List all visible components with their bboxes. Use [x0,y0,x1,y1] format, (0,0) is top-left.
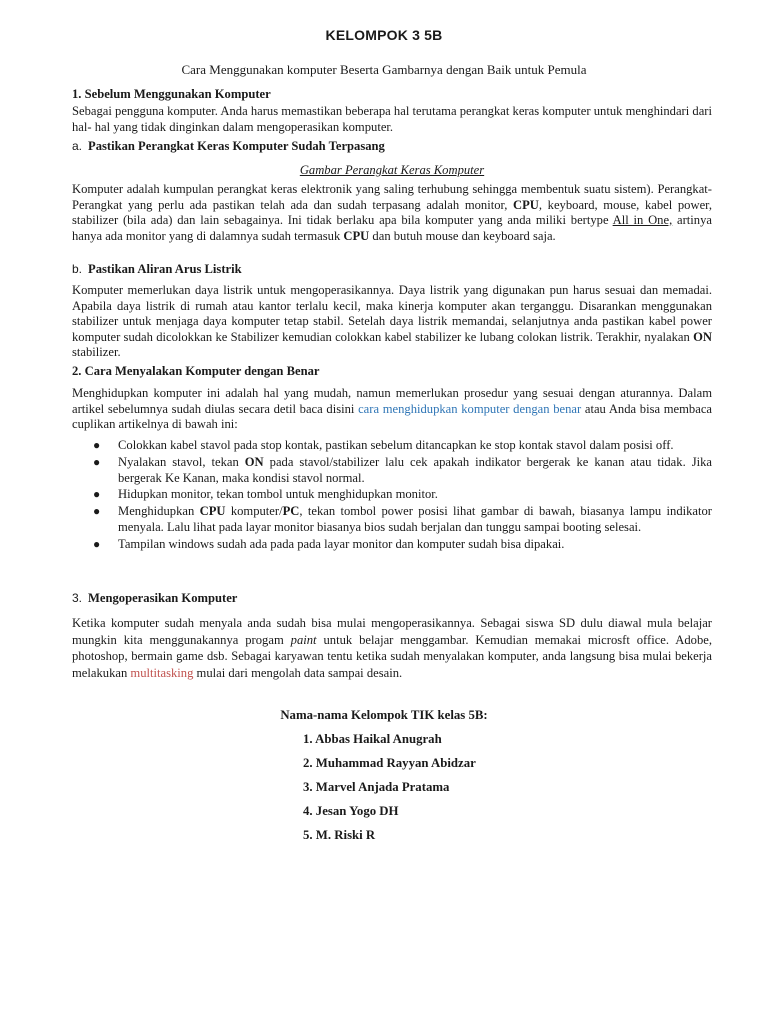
bullet-icon: ● [93,438,101,452]
text-underline: All in One, [612,213,673,227]
text-run: Tampilan windows sudah ada pada pada layar monitor dan komputer sudah bisa dipakai. [118,536,565,551]
bullet-icon: ● [93,536,101,551]
text-run: Komputer adalah kumpulan perangkat keras elektronik yang saling terhubung sehingga membentuk suatu sistem). Perangkat- Perangkat yang perlu ada pastikan telah ada dan sudah terpasang adalah monitor, [72,182,712,212]
text-run: Menghidupkan komputer ini adalah hal yang mudah, namun memerlukan prosedur yang sesuai dengan aturannya. Dalam artikel sebelumnya sudah diulas secara detil baca disini [72,386,712,416]
text-run: dan butuh mouse dan keyboard saja. [369,228,556,243]
text-bold: CPU [199,504,226,519]
section-b-label: b. [72,262,83,276]
text-bold: CPU [343,228,370,243]
list-item [90,504,712,536]
section-1-heading: 1. Sebelum Menggunakan Komputer [72,87,271,101]
steps-list [90,438,712,554]
text-run: Colokkan kabel stavol pada stop kontak, pastikan sebelum ditancapkan ke stop kontak stavol dalam posisi off. [118,438,674,452]
section-2-heading: 2. Cara Menyalakan Komputer dengan Benar [72,364,320,378]
text-run: Hidupkan monitor, tekan tombol untuk menghidupkan monitor. [118,487,438,502]
text-run: pada stavol/stabilizer lalu cek apakah indikator bergerak ke kanan atau tidak. Jika bergerak Ke Kanan, maka kondisi stavol normal. [118,454,713,485]
section-3-heading [72,591,712,607]
member-item: 2. Muhammad Rayyan Abidzar [303,756,476,770]
bullet-icon: ● [93,504,101,519]
member-item: 3. Marvel Anjada Pratama [303,780,450,794]
group-heading: Nama-nama Kelompok TIK kelas 5B: [280,708,488,722]
document-subtitle: Cara Menggunakan komputer Beserta Gambarnya dengan Baik untuk Pemula [181,62,587,77]
section-a-paragraph [72,182,712,244]
section-3-paragraph [72,615,712,681]
page-title: KELOMPOK 3 5B [325,27,443,43]
member-item: 5. M. Riski R [303,828,376,842]
text-bold: ON [244,454,264,469]
text-highlight: multitasking [130,665,194,680]
section-b-paragraph [72,283,712,361]
text-run: stabilizer. [72,345,121,359]
bullet-icon: ● [93,454,101,469]
list-item [90,537,712,553]
text-run: untuk belajar menggambar. Kemudian memakai microsft office. Adobe, photoshop, bermain game dsb. Sebagai karyawan tentu ketika sudah menyalakan komputer, anda langsung bisa mulai bekerja melakukan [72,632,712,680]
section-a-title: Pastikan Perangkat Keras Komputer Sudah Terpasang [88,139,385,153]
text-bold: PC [282,504,300,519]
article-link[interactable]: cara menghidupkan komputer dengan benar [358,401,582,416]
section-b-title: Pastikan Aliran Arus Listrik [88,262,242,276]
section-a-heading [72,139,712,155]
text-run: artinya hanya ada monitor yang di dalamnya sudah termasuk [72,213,712,243]
text-run: atau Anda bisa membaca cuplikan artikelnya di bawah ini: [72,401,712,431]
bullet-icon: ● [93,487,101,502]
figure-caption: Gambar Perangkat Keras Komputer [299,163,485,177]
list-item [90,487,712,503]
section-a-label: a. [72,139,83,153]
text-run: mulai dari mengolah data sampai desain. [193,665,403,680]
list-item [90,438,712,454]
text-run: , keyboard, mouse, kabel power, stabilizer (bila ada) dan lain sebagainya. Ini tidak berlaku apa bila komputer yang anda miliki bertype [72,197,713,227]
text-run: Nyalakan stavol, tekan [118,454,245,469]
text-bold: CPU [512,197,539,212]
text-italic: paint [290,632,317,647]
section-1-paragraph: Sebagai pengguna komputer. Anda harus memastikan beberapa hal terutama perangkat keras komputer untuk menghindari dari hal- hal yang tidak dinginkan dalam mengoperasikan komputer. [72,104,712,134]
section-3-title: Mengoperasikan Komputer [88,591,238,605]
text-run: , tekan tombol power posisi lihat gambar di bawah, biasanya lampu indikator menyala. Lalu lihat pada layar monitor biasanya bios sudah berjalan dan tunggu sampai booting selesai. [118,504,712,534]
section-3-label: 3. [72,591,83,605]
text-bold: ON [693,329,712,344]
text-run: Komputer memerlukan daya listrik untuk mengoperasikannya. Daya listrik yang digunakan pun harus sesuai dan memadai. Apabila daya listrik di rumah atau kantor terlalu kecil, maka kinerja komputer akan terganggu. Disarankan menggunakan stabilizer untuk menjaga daya komputer tetap stabil. Setelah daya listrik memandai, selanjutnya anda pastikan kabel power komputer sudah dicolokkan ke Stabilizer kemudian colokkan kabel stabilizer ke lubang colokan listrik. Terakhir, nyalakan [72,283,712,344]
list-item [90,455,712,487]
members-list [303,732,476,852]
section-2-paragraph [72,386,712,433]
member-item: 1. Abbas Haikal Anugrah [303,732,442,746]
text-run: Menghidupkan [118,504,200,519]
member-item: 4. Jesan Yogo DH [303,804,399,818]
section-b-heading [72,262,712,278]
text-run: komputer/ [225,504,283,519]
text-run: Ketika komputer sudah menyala anda sudah bisa mulai mengoperasikannya. Sebagai siswa SD dulu diawal mula belajar mungkin kita menggunakannya progam [72,616,712,647]
